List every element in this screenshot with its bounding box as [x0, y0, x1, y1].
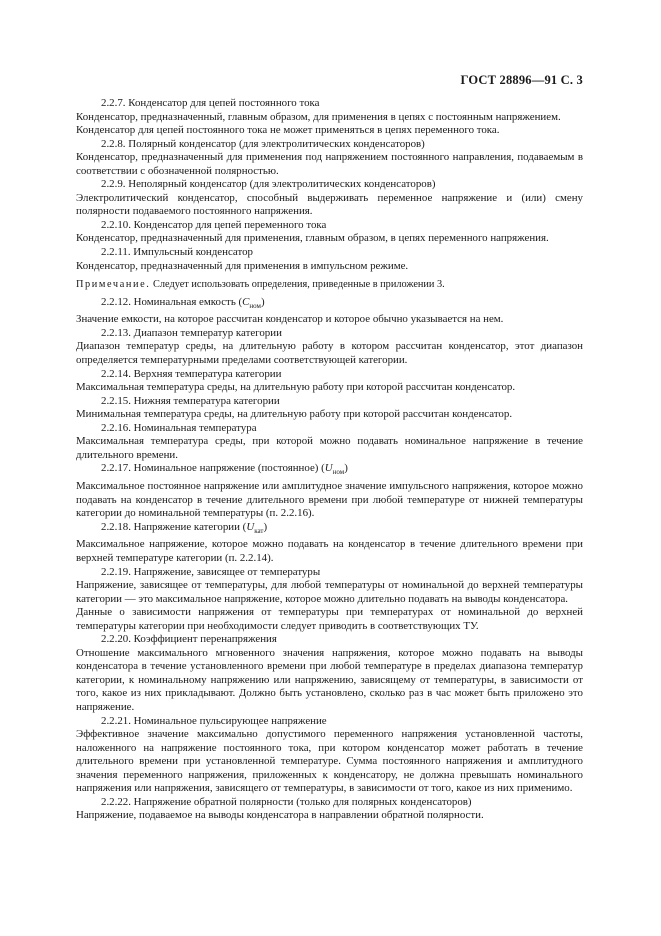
symbol-subscript: кат — [254, 526, 264, 535]
section-heading: 2.2.22. Напряжение обратной полярности (только для полярных конденсаторов) — [101, 795, 472, 808]
heading-text: ) — [344, 462, 348, 475]
note — [76, 278, 583, 292]
section-paragraph: Конденсатор, предназначенный для применения в импульсном режиме. — [76, 259, 409, 272]
symbol — [246, 521, 263, 533]
heading-text: ) — [263, 520, 268, 533]
section-paragraph: Диапазон температур среды, на длительную работу в котором рассчитан конденсатор, этот диапазон определяется температурными пределами соответствующей категории. — [76, 340, 583, 367]
heading-text: 2.2.18. Напряжение категории ( — [101, 520, 247, 533]
section-paragraph: Максимальное постоянное напряжение или амплитудное значение импульсного напряжения, которое можно подавать на конденсатор в течение длительного времени при любой температуре от нижней температуры категории до номинальной температуры (п. 2.2.16). — [76, 480, 583, 520]
section-paragraph: Значение емкости, на которое рассчитан конденсатор и которое обычно указывается на нем. — [76, 313, 504, 326]
section-heading: 2.2.19. Напряжение, зависящее от температуры — [101, 565, 321, 578]
heading-text: 2.2.17. Номинальное напряжение (постоянное) ( — [101, 462, 325, 475]
note-text: Следует использовать определения, приведенные в приложении 3. — [150, 278, 445, 290]
section-paragraph: Максимальная температура среды, при которой можно подавать номинальное напряжение в течение длительного времени. — [76, 435, 583, 461]
section-heading: 2.2.10. Конденсатор для цепей переменного тока — [101, 218, 327, 231]
section-paragraph: Напряжение, зависящее от температуры, для любой температуры от номинальной до верхней температуры категории — это максимальное напряжение, которое можно длительно подавать на выводы конденсатора. — [76, 579, 583, 605]
section-heading: 2.2.14. Верхняя температура категории — [101, 367, 282, 380]
section-heading — [76, 521, 583, 539]
section-heading: 2.2.16. Номинальная температура — [101, 421, 257, 434]
symbol — [324, 462, 345, 477]
symbol-subscript: ном — [249, 301, 261, 310]
symbol-letter: C — [242, 295, 250, 308]
page-header: ГОСТ 28896—91 С. 3 — [460, 73, 583, 87]
heading-text: ) — [260, 295, 265, 308]
section-heading: 2.2.20. Коэффициент перенапряжения — [101, 633, 277, 646]
section-paragraph: Конденсатор, предназначенный для применения под напряжением постоянного направления, подаваемым в соответствии с обозначенной полярностью. — [76, 151, 583, 177]
symbol — [242, 296, 261, 308]
section-paragraph: Конденсатор, предназначенный для применения, главным образом, в цепях переменного напряжения. — [76, 232, 549, 245]
section-paragraph: Эффективное значение максимально допустимого переменного напряжения установленной частоты, наложенного на напряжение постоянного тока, при котором конденсатор может работать в течение длительного времени при установленной температуре. Сумма постоянного напряжения и амплитудного значения переменного напряжения, приложенных к конденсатору, не должна превышать номинального напряжения или напряжения, зависящего от температуры, в зависимости от того, какое из них применимо. — [76, 728, 583, 795]
document-body — [76, 97, 583, 823]
heading-text: 2.2.12. Номинальная емкость ( — [101, 295, 243, 308]
section-heading: 2.2.15. Нижняя температура категории — [101, 394, 280, 407]
section-paragraph: Конденсатор для цепей постоянного тока не может применяться в цепях переменного тока. — [76, 124, 500, 137]
section-paragraph: Электролитический конденсатор, способный выдерживать переменное напряжение и (или) смену полярности подаваемого постоянного напряжения. — [76, 191, 583, 218]
section-paragraph: Напряжение, подаваемое на выводы конденсатора в направлении обратной полярности. — [76, 809, 484, 822]
section-heading: 2.2.9. Неполярный конденсатор (для электролитических конденсаторов) — [101, 178, 436, 191]
section-paragraph: Максимальная температура среды, на длительную работу при которой рассчитан конденсатор. — [76, 381, 516, 394]
section-heading — [76, 462, 583, 480]
section-heading: 2.2.8. Полярный конденсатор (для электролитических конденсаторов) — [101, 137, 425, 150]
section-paragraph: Минимальная температура среды, на длительную работу при которой рассчитан конденсатор. — [76, 408, 513, 421]
symbol-letter: U — [324, 462, 333, 475]
section-paragraph: Данные о зависимости напряжения от температуры при температурах от номинальной до верхней температуры категории при необходимости следует приводить в соответствующих ТУ. — [76, 606, 583, 632]
section-heading: 2.2.11. Импульсный конденсатор — [101, 246, 253, 259]
section-heading: 2.2.13. Диапазон температур категории — [101, 326, 282, 339]
section-heading — [76, 296, 583, 314]
section-heading: 2.2.21. Номинальное пульсирующее напряжение — [101, 714, 327, 727]
section-paragraph: Отношение максимального мгновенного значения напряжения, которое можно подавать на выводы конденсатора в течение установленного времени при любой температуре в пределах диапазона температур категории, к номинальному напряжению или напряжению, зависящему от температуры, в зависимости от того, какое из них прикладывают. Должно быть установлено, сколько раз в час может быть приложено это напряжение. — [76, 646, 583, 714]
symbol-letter: U — [246, 520, 255, 533]
section-heading: 2.2.7. Конденсатор для цепей постоянного тока — [101, 97, 320, 109]
symbol-subscript: ном — [332, 468, 345, 477]
section-paragraph: Конденсатор, предназначенный, главным образом, для применения в цепях с постоянным напряжением. — [76, 110, 561, 123]
note-label: Примечание. — [76, 278, 151, 290]
section-paragraph: Максимальное напряжение, которое можно подавать на конденсатор в течение длительного времени при верхней температуре категории (п. 2.2.14). — [76, 538, 583, 565]
